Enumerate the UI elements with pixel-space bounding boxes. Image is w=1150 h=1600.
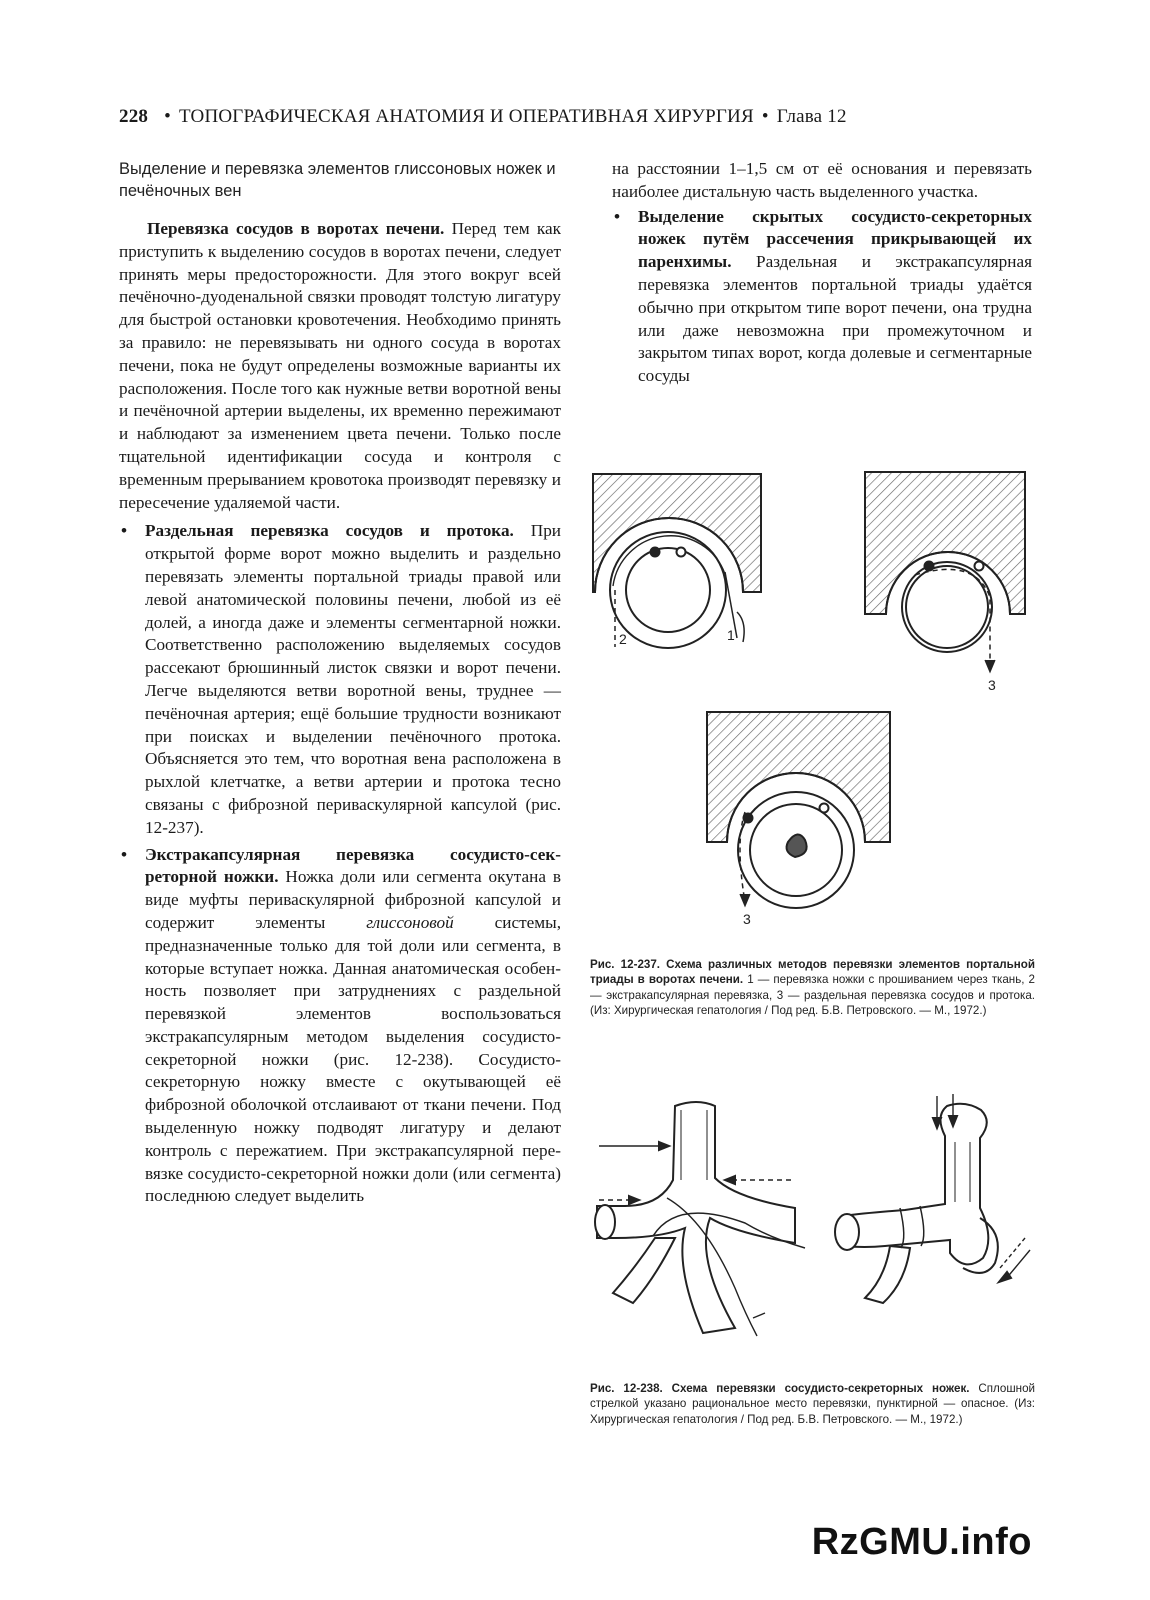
bullet-separate-ligation — [119, 520, 561, 839]
book-title: ТОПОГРАФИЧЕСКАЯ АНАТОМИЯ И ОПЕРАТИВНАЯ ХИРУРГИЯ — [178, 106, 754, 127]
bullet-mark: • — [121, 521, 128, 541]
bullet-mark: • — [121, 844, 128, 864]
running-header — [119, 106, 959, 128]
bullet3-text: Раздельная и экстракапсулярная перевязка элементов портальной триады удаётся обычно при открытом типе ворот печени, она трудна или даже невозможна при промежуточном и закрытом типах ворот, когда долевые и сегментарные сосуды — [638, 252, 1032, 386]
continuation-paragraph: на расстоянии 1–1,5 см от её основания и перевязать наиболее дистальную часть выделенного участка. — [612, 159, 1032, 201]
figure-12-238 — [585, 1088, 1035, 1356]
bullet1-text: При открытой форме ворот можно выделить и раздельно перевязать элементы портальной триады правой или левой анатомической половины печени, любой из её долей, а иногда даже и элементы сегментарной ножки. Соответственно расположению выделяемых сосудов рассекают брюшинный листок связки и ворот печени. Легче выделяются ветви воротной вены, труднее — печёночная артерия; ещё большие трудности возникают при поисках и выделении печёночного протока. Объясняется это тем, что воротная вена расположена в рыхлой клетчатке, а ветви артерии и протока тесно связаны с фиброзной периваскулярной капсулой (рис. 12-237). — [145, 521, 561, 837]
figure-12-237 — [585, 462, 1035, 932]
bullet2-text-b: системы, предназначенные только для той доли или сегмента, в которые вступает ножка. Данная анатомическая особенность позволяет при затруднениях с раздельной перевязкой элементов воспользоваться экстракапсулярным методом выделения сосудисто-секреторной ножки (рис. 12-238). Сосудисто-секреторную ножку вместе с окутывающей её фиброзной оболочкой отслаивают от ткани печени. Под выделенную ножку подводят лигатуру и делают контроль с пережатием. При экстракапсулярной перевязке сосудисто-секреторной ножки доли (или сегмента) последнюю следует выделить — [145, 912, 561, 1206]
bullet1-bold: Раздельная перевязка сосудов и протока. — [145, 521, 514, 541]
figure-12-238-caption — [590, 1381, 1035, 1428]
header-bullet: • — [164, 106, 171, 127]
figure-label-3: 3 — [988, 677, 996, 693]
bullet-mark: • — [614, 206, 621, 226]
figure-label-2: 2 — [619, 631, 627, 647]
page-number: 228 — [119, 106, 149, 127]
bullet2-italic: глиссоновой — [366, 912, 454, 932]
bullet2-text-a: Ножка доли или сегмента окутана в виде муфты периваскулярной фиброзной капсулой и содержит элементы — [145, 867, 561, 932]
intro-bold: Перевязка сосудов в воротах печени. — [147, 219, 445, 238]
bullet-extracapsular-ligation — [119, 844, 561, 1209]
left-column — [119, 158, 561, 1208]
bullet-hidden-pedicles — [612, 206, 1032, 388]
caption-238-bold: Рис. 12-238. Схема перевязки сосудисто-секреторных ножек. — [590, 1381, 970, 1395]
right-column — [612, 158, 1032, 388]
section-heading: Выделение и перевязка элементов глиссоновых ножек и печёночных вен — [119, 160, 556, 200]
header-bullet-2: • — [761, 106, 769, 127]
figure-12-237-caption — [590, 957, 1035, 1019]
bullet2-bold: Экстракапсулярная перевязка сосудисто-секреторной ножки. — [145, 844, 561, 887]
watermark: RzGMU.info — [811, 1521, 1032, 1563]
intro-paragraph — [119, 218, 561, 514]
figure-label-3-lower: 3 — [743, 911, 751, 927]
figure-12-238-drawing — [585, 1088, 1035, 1356]
intro-text: Перед тем как приступить к выделению сосудов в воротах печени, следует принять меры предосторожности. Для этого вокруг всей печёночно-дуоденальной связки проводят толстую лигатуру для быстрой остановки кровотечения. Необходимо принять за правило: не перевязывать ни одного сосуда в воротах печени, пока не будут определены возможные варианты их расположения. После того как нужные ветви воротной вены и печёночной артерии выделены, их временно пережимают и наблюдают за изменением цвета печени. Только после тщательной идентификации сосуда и контроля с временным прерыванием кровотока производят перевязку и пересечение удаляемой части. — [119, 219, 561, 512]
figure-12-237-drawing — [585, 462, 1035, 932]
bullet3-bold: Выделение скрытых сосудисто-секреторных ножек путём рассечения прикрывающей их паренхимы. — [638, 206, 1032, 272]
caption-238-text: Сплошной стрелкой указано рациональное место перевязки, пунктирной — опасное. (Из: Хирургическая гепатология / Под ред. Б.В. Петровского. — М., 1972.) — [590, 1381, 1035, 1426]
figure-label-1: 1 — [727, 627, 735, 643]
chapter-label: Глава 12 — [776, 106, 847, 127]
caption-237-bold: Рис. 12-237. Схема различных методов перевязки элементов портальной триады в воротах печени. — [590, 957, 1035, 987]
caption-237-text: 1 — перевязка ножки с прошиванием через ткань, 2 — экстракапсулярная перевязка, 3 — раздельная перевязка сосудов и протока. (Из: Хирургическая гепатология / Под ред. Б.В. Петровского. — М., 1972.) — [590, 973, 1035, 1018]
